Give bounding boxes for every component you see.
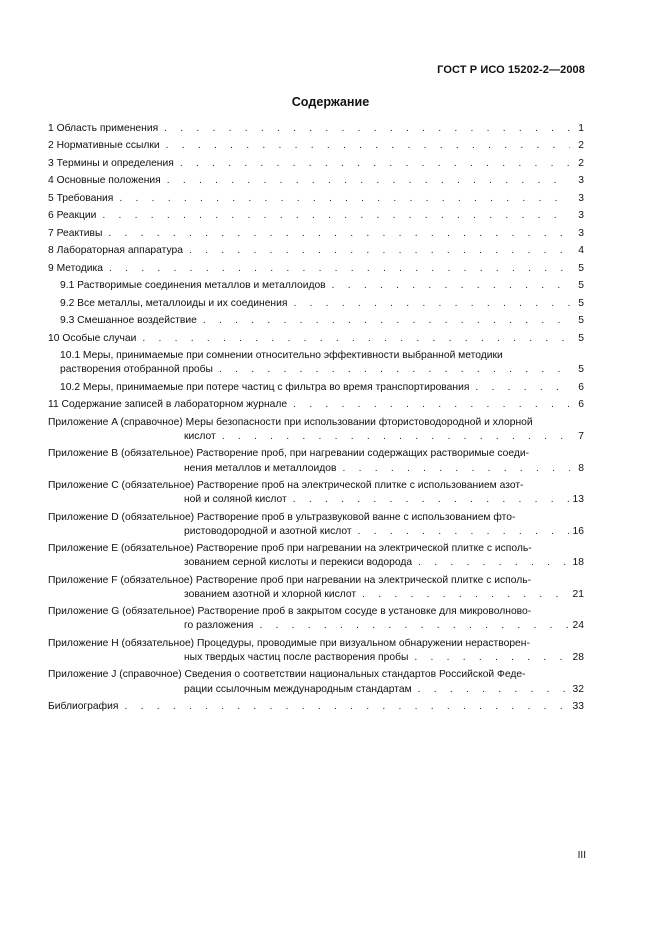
- toc-section-entry[interactable]: [48, 157, 584, 171]
- toc-entry-line: [48, 122, 584, 136]
- toc-entry-text: ристоводородной и азотной кислот: [184, 525, 352, 537]
- dot-leader: [259, 619, 568, 633]
- toc-page-number: 32: [572, 683, 584, 695]
- toc-entry-text: 1 Область применения: [48, 123, 159, 134]
- document-header: ГОСТ Р ИСО 15202-2—2008: [437, 64, 585, 76]
- dot-leader: [358, 525, 569, 539]
- toc-page-number: 16: [572, 525, 584, 537]
- toc-entry-text: Приложение A (справочное) Меры безопасности при использовании фтористоводородной и хлорной: [48, 416, 533, 428]
- toc-appendix-entry[interactable]: [48, 637, 584, 665]
- dot-leader: [362, 588, 568, 602]
- toc-page-number: 2: [578, 140, 584, 152]
- toc-page-number: 24: [572, 620, 584, 632]
- toc-appendix-entry[interactable]: [48, 574, 584, 602]
- toc-entry-line: [48, 700, 584, 714]
- toc-entry-text: 5 Требования: [48, 192, 114, 204]
- toc-entry-text: 4 Основные положения: [48, 175, 161, 187]
- toc-entry-line: [48, 398, 584, 412]
- dot-leader: [109, 262, 570, 276]
- toc-entry-text: 10.2 Меры, принимаемые при потере частиц с фильтра во время транспортирования: [60, 381, 470, 393]
- toc-entry-line: [48, 525, 584, 539]
- toc-entry-line: [48, 651, 584, 665]
- toc-page-number: 3: [578, 210, 584, 222]
- toc-entry-text: Приложение C (обязательное) Растворение проб на электрической плитке с использованием азот-: [48, 479, 524, 491]
- toc-entry-text: 10 Особые случаи: [48, 332, 137, 344]
- toc-entry-text: 11 Содержание записей в лабораторном журнале: [48, 399, 288, 411]
- dot-leader: [119, 192, 570, 206]
- toc-entry-line: [48, 244, 584, 258]
- dot-leader: [293, 398, 570, 412]
- toc-entry-line: [48, 588, 584, 602]
- toc-entry-line: [48, 462, 584, 476]
- toc-entry-text: 9.3 Смешанное воздействие: [60, 315, 197, 327]
- toc-appendix-entry[interactable]: [48, 511, 584, 539]
- dot-leader: [475, 381, 570, 395]
- toc-entry-text: Приложение E (обязательное) Растворение проб при нагревании на электрической плитке с исполь-: [48, 543, 532, 555]
- toc-entry-text: 2 Нормативные ссылки: [48, 140, 160, 152]
- toc-subsection-entry[interactable]: [60, 349, 584, 377]
- toc-page-number: 8: [578, 462, 584, 474]
- dot-leader: [124, 700, 568, 714]
- toc-entry-line: [60, 363, 584, 377]
- toc-section-entry[interactable]: [48, 244, 584, 258]
- toc-page-number: 5: [578, 332, 584, 344]
- toc-page-number: 4: [578, 245, 584, 257]
- page-number: III: [577, 850, 586, 861]
- toc-entry-text: зованием азотной и хлорной кислот: [184, 588, 357, 600]
- toc-page-number: 13: [572, 494, 584, 506]
- toc-entry-text: растворения отобранной пробы: [60, 364, 213, 376]
- toc-entry-text: 3 Термины и определения: [48, 157, 174, 169]
- toc-page-number: 7: [578, 431, 584, 443]
- toc-entry-text: го разложения: [184, 620, 254, 632]
- toc-page-number: 3: [578, 227, 584, 239]
- toc-section-entry[interactable]: [48, 398, 584, 412]
- toc-page-number: 33: [572, 700, 584, 712]
- table-of-contents: [48, 122, 584, 717]
- toc-page-number: 5: [578, 297, 584, 309]
- toc-entry-text: зованием серной кислоты и перекиси водорода: [184, 557, 413, 569]
- toc-section-entry[interactable]: [48, 192, 584, 206]
- toc-entry-line: [48, 192, 584, 206]
- toc-entry-line: [48, 262, 584, 276]
- toc-entry-text: Библиография: [48, 700, 119, 712]
- toc-page-number: 5: [578, 280, 584, 292]
- toc-section-entry[interactable]: [48, 139, 584, 153]
- toc-entry-text: Приложение B (обязательное) Растворение проб, при нагревании содержащих растворимые соеди-: [48, 448, 530, 460]
- toc-entry-line: [60, 297, 584, 311]
- toc-entry-text: 10.1 Меры, принимаемые при сомнении относительно эффективности выбранной методики: [60, 350, 503, 362]
- toc-page-number: 2: [578, 157, 584, 169]
- toc-subsection-entry[interactable]: [60, 381, 584, 395]
- toc-page-number: 18: [572, 557, 584, 569]
- toc-page-number: 5: [578, 364, 584, 376]
- dot-leader: [180, 157, 570, 171]
- toc-page-number: 1: [578, 123, 584, 134]
- toc-entry-text: кислот: [184, 431, 216, 443]
- dot-leader: [222, 430, 570, 444]
- toc-page-number: 3: [578, 192, 584, 204]
- dot-leader: [293, 493, 569, 507]
- dot-leader: [414, 651, 568, 665]
- toc-entry-text: 9.1 Растворимые соединения металлов и металлоидов: [60, 280, 326, 292]
- toc-page-number: 28: [572, 651, 584, 663]
- toc-section-entry[interactable]: [48, 332, 584, 346]
- dot-leader: [332, 279, 570, 293]
- toc-page-number: 3: [578, 175, 584, 187]
- dot-leader: [293, 297, 570, 311]
- toc-entry-line: [48, 209, 584, 223]
- toc-entry-line: [48, 493, 584, 507]
- dot-leader: [102, 209, 570, 223]
- toc-section-entry[interactable]: [48, 174, 584, 188]
- toc-page-number: 5: [578, 262, 584, 274]
- toc-entry-line: [48, 139, 584, 153]
- toc-section-entry[interactable]: [48, 700, 584, 714]
- toc-section-entry[interactable]: [48, 209, 584, 223]
- dot-leader: [142, 332, 570, 346]
- toc-entry-line: [48, 430, 584, 444]
- toc-page-number: 21: [572, 588, 584, 600]
- toc-entry-text: 9.2 Все металлы, металлоиды и их соединения: [60, 297, 288, 309]
- toc-entry-text: нения металлов и металлоидов: [184, 462, 337, 474]
- toc-page-number: 6: [578, 399, 584, 411]
- toc-section-entry[interactable]: [48, 227, 584, 241]
- toc-subsection-entry[interactable]: [60, 314, 584, 328]
- toc-appendix-entry[interactable]: [48, 542, 584, 570]
- toc-entry-line: [48, 683, 584, 697]
- toc-appendix-entry[interactable]: [48, 416, 584, 444]
- toc-appendix-entry[interactable]: [48, 668, 584, 696]
- toc-entry-text: Приложение G (обязательное) Растворение проб в закрытом сосуде в установке для микроволново-: [48, 606, 532, 618]
- dot-leader: [418, 683, 569, 697]
- toc-entry-line: [48, 556, 584, 570]
- toc-page-number: 5: [578, 315, 584, 327]
- toc-entry-text: Приложение F (обязательное) Растворение проб при нагревании на электрической плитке с исполь-: [48, 574, 532, 586]
- page-title: Содержание: [291, 95, 370, 109]
- toc-entry-line: [48, 227, 584, 241]
- toc-entry-line: [60, 279, 584, 293]
- toc-entry-text: рации ссылочным международным стандартам: [184, 683, 412, 695]
- toc-entry-line: [60, 314, 584, 328]
- toc-entry-text: Приложение D (обязательное) Растворение проб в ультразвуковой ванне с использованием фто-: [48, 511, 516, 523]
- dot-leader: [219, 363, 570, 377]
- toc-entry-text: 8 Лабораторная аппаратура: [48, 245, 183, 257]
- toc-entry-text: Приложение H (обязательное) Процедуры, проводимые при визуальном обнаружении нерастворен-: [48, 637, 530, 649]
- toc-appendix-entry[interactable]: [48, 479, 584, 507]
- toc-entry-text: 7 Реактивы: [48, 227, 103, 239]
- toc-appendix-entry[interactable]: [48, 447, 584, 475]
- toc-entry-text: ных твердых частиц после растворения пробы: [184, 651, 409, 663]
- toc-entry-line: [48, 174, 584, 188]
- toc-entry-line: [48, 332, 584, 346]
- toc-page-number: 6: [578, 381, 584, 393]
- toc-entry-text: 9 Методика: [48, 262, 103, 274]
- dot-leader: [203, 314, 570, 328]
- toc-section-entry[interactable]: [48, 262, 584, 276]
- toc-appendix-entry[interactable]: [48, 605, 584, 633]
- toc-entry-text: ной и соляной кислот: [184, 494, 287, 506]
- dot-leader: [108, 227, 570, 241]
- toc-entry-line: [48, 619, 584, 633]
- toc-entry-text: 6 Реакции: [48, 210, 97, 222]
- toc-entry-text: Приложение J (справочное) Сведения о соответствии национальных стандартов Российской Феде-: [48, 669, 526, 681]
- dot-leader: [166, 139, 570, 153]
- dot-leader: [164, 122, 570, 136]
- dot-leader: [418, 556, 568, 570]
- toc-subsection-entry[interactable]: [60, 297, 584, 311]
- toc-section-entry[interactable]: [48, 122, 584, 136]
- dot-leader: [189, 244, 570, 258]
- dot-leader: [167, 174, 570, 188]
- toc-entry-line: [48, 157, 584, 171]
- dot-leader: [343, 462, 571, 476]
- toc-entry-line: [60, 381, 584, 395]
- toc-subsection-entry[interactable]: [60, 279, 584, 293]
